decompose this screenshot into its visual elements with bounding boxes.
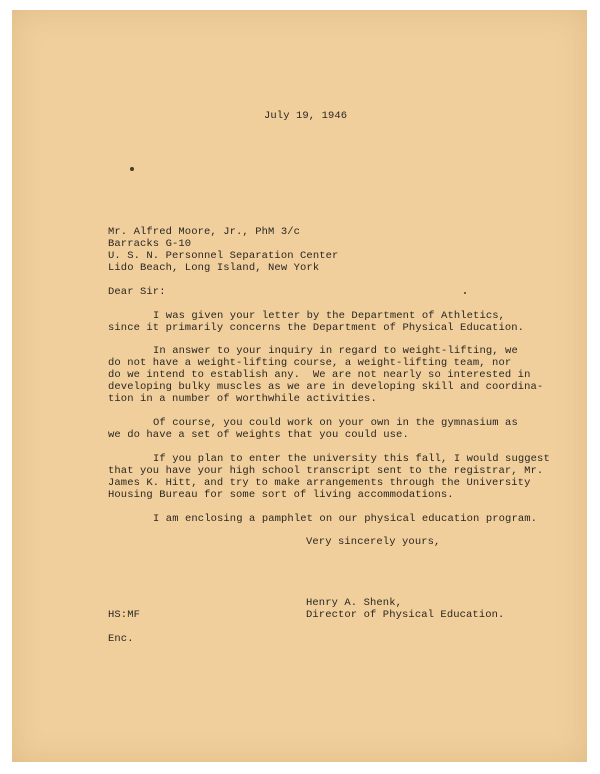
recipient-line: U. S. N. Personnel Separation Center [108,250,339,262]
ink-speck [130,167,134,171]
paragraph-line: I am enclosing a pamphlet on our physical education program. [153,513,538,525]
typist-initials: HS:MF [108,609,141,621]
paragraph-line: we do have a set of weights that you could use. [108,429,409,441]
signature-name: Henry A. Shenk, [306,597,403,609]
recipient-line: Barracks G-10 [108,238,192,250]
salutation: Dear Sir: [108,286,166,298]
enclosure-note: Enc. [108,633,134,645]
paragraph-line: that you have your high school transcript sent to the registrar, Mr. [108,465,544,477]
recipient-line: Lido Beach, Long Island, New York [108,262,320,274]
paragraph-line: since it primarily concerns the Department of Physical Education. [108,322,525,334]
ink-speck [464,292,466,294]
closing: Very sincerely yours, [306,536,441,548]
paragraph-line: do not have a weight-lifting course, a weight-lifting team, nor [108,357,512,369]
paragraph-line: do we intend to establish any. We are not nearly so interested in [108,369,531,381]
letter-page [12,10,587,762]
letter-date: July 19, 1946 [264,110,348,122]
signature-title: Director of Physical Education. [306,609,505,621]
paragraph-line: In answer to your inquiry in regard to weight-lifting, we [153,345,518,357]
paragraph-line: tion in a number of worthwhile activities. [108,393,377,405]
paragraph-line: developing bulky muscles as we are in developing skill and coordina- [108,381,544,393]
paragraph-line: If you plan to enter the university this fall, I would suggest [153,453,550,465]
paragraph-line: I was given your letter by the Department of Athletics, [153,310,506,322]
recipient-line: Mr. Alfred Moore, Jr., PhM 3/c [108,226,301,238]
paragraph-line: Housing Bureau for some sort of living accommodations. [108,489,454,501]
paragraph-line: Of course, you could work on your own in the gymnasium as [153,417,518,429]
paragraph-line: James K. Hitt, and try to make arrangements through the University [108,477,531,489]
